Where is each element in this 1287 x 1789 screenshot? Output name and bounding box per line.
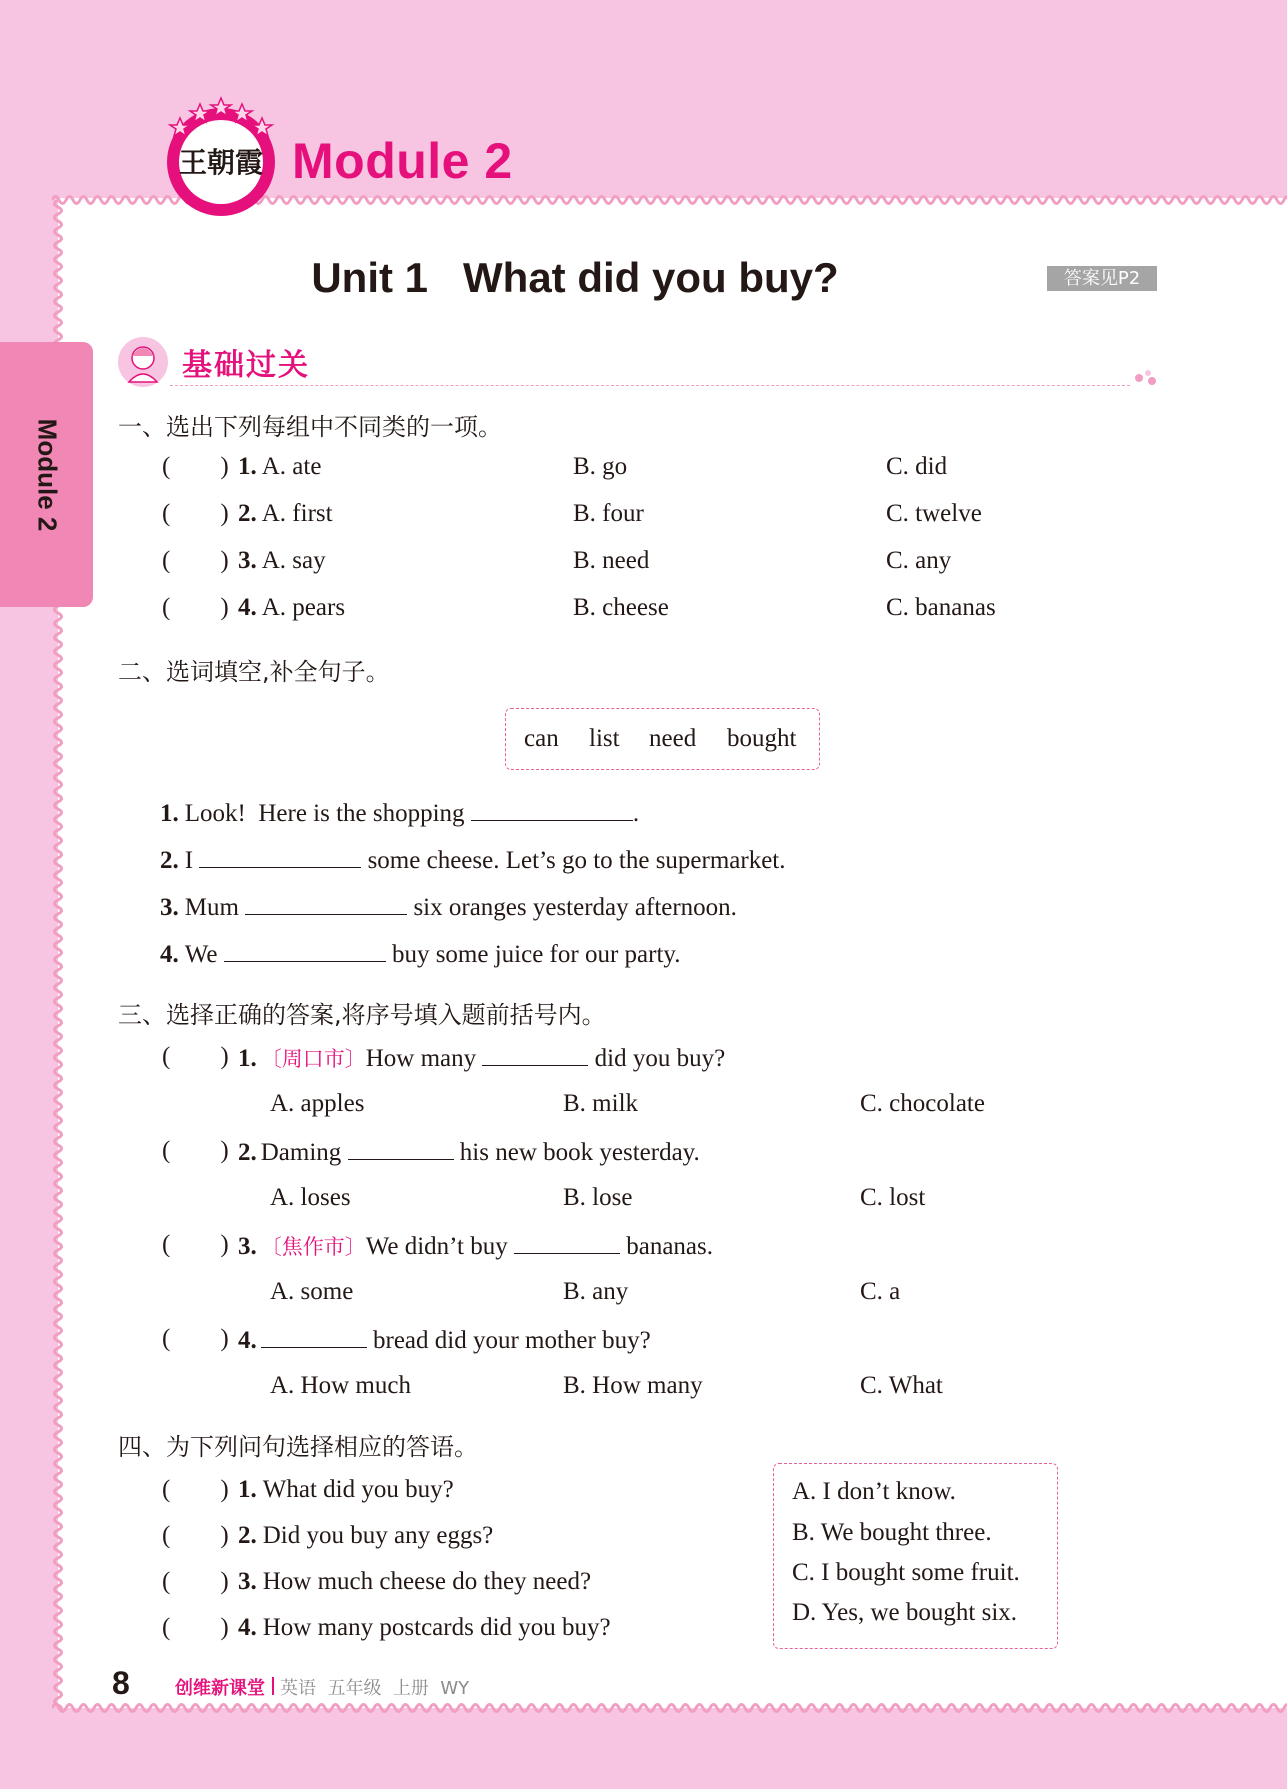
word-bank-word: need: [649, 725, 697, 752]
fill-sentence: [160, 939, 681, 969]
girl-mascot-icon: [117, 336, 169, 388]
part2-heading: 二、选词填空,补全句子。: [118, 658, 390, 686]
word-bank-word: bought: [727, 725, 797, 752]
sentence-after: bread did your mother buy?: [366, 1327, 651, 1354]
word-bank-word: can: [524, 725, 559, 752]
answer-bracket[interactable]: ( ): [162, 594, 229, 621]
question-item: [238, 1231, 713, 1261]
question-item: [238, 1568, 591, 1596]
option-c: C. bananas: [886, 594, 996, 621]
question-number: 4.: [238, 594, 257, 621]
sentence-after: some cheese. Let’s go to the supermarket.: [361, 847, 786, 874]
option-a: A. loses: [270, 1184, 351, 1211]
answer-bracket[interactable]: ( ): [162, 1231, 229, 1258]
unit-title: Unit 1 What did you buy?: [311, 254, 839, 301]
answer-bracket[interactable]: ( ): [162, 1568, 229, 1595]
footer-meta: 英语 五年级 上册 WY: [280, 1678, 470, 1699]
question-number: 1.: [238, 1045, 257, 1072]
question-number: 2.: [160, 847, 179, 874]
question-number: 2.: [238, 1522, 257, 1549]
question-number: 4.: [160, 941, 179, 968]
option-b: B. any: [563, 1278, 629, 1305]
question-number: 3.: [238, 547, 257, 574]
answer-option: B. We bought three.: [792, 1519, 992, 1546]
question-number: 3.: [238, 1568, 257, 1595]
answer-option: C. I bought some fruit.: [792, 1559, 1020, 1586]
part4-heading: 四、为下列问句选择相应的答语。: [118, 1433, 478, 1461]
answer-bracket[interactable]: ( ): [162, 1476, 229, 1503]
question-number: 1.: [238, 453, 257, 480]
question-item: [238, 500, 333, 528]
question-number: 1.: [160, 800, 179, 827]
answer-blank[interactable]: [348, 1137, 454, 1160]
answer-bracket[interactable]: ( ): [162, 1522, 229, 1549]
decorative-dots-icon: [1132, 368, 1162, 388]
sentence-after: did you buy?: [588, 1045, 726, 1072]
question-number: 2.: [238, 1139, 257, 1166]
sentence-before: We didn’t buy: [365, 1233, 514, 1260]
answer-option: A. I don’t know.: [792, 1478, 956, 1505]
option-c: C. chocolate: [860, 1090, 985, 1117]
option-b: B. milk: [563, 1090, 639, 1117]
option-b: B. How many: [563, 1372, 703, 1399]
option-a: A. some: [270, 1278, 354, 1305]
wavy-border-bottom: [52, 1700, 1287, 1716]
answer-bracket[interactable]: ( ): [162, 500, 229, 527]
question-item: [238, 1614, 611, 1642]
logo-text: 王朝霞: [178, 146, 264, 179]
fill-sentence: [160, 798, 639, 828]
question-item: [238, 1137, 700, 1167]
option-b: B. need: [573, 547, 650, 574]
footer-separator: [272, 1677, 274, 1695]
option-b: B. cheese: [573, 594, 669, 621]
question-item: [238, 1043, 725, 1073]
question-item: [238, 547, 326, 575]
module-title: Module 2: [292, 133, 513, 189]
sentence-before: How many: [365, 1045, 483, 1072]
answer-bracket[interactable]: ( ): [162, 453, 229, 480]
region-tag: 〔焦作市〕: [260, 1235, 366, 1259]
answer-blank[interactable]: [471, 798, 633, 821]
answer-blank[interactable]: [245, 892, 407, 915]
sentence-before: Look! Here is the shopping: [184, 800, 471, 827]
answer-reference-badge: 答案见P2: [1047, 266, 1157, 291]
option-c: C. did: [886, 453, 948, 480]
section-title: 基础过关: [182, 348, 310, 383]
question-item: [238, 453, 321, 481]
answer-options-box: [773, 1463, 1058, 1649]
sentence-after: buy some juice for our party.: [385, 941, 681, 968]
word-bank-word: list: [589, 725, 620, 752]
question-item: [238, 594, 345, 622]
question-item: [238, 1325, 651, 1355]
option-b: B. lose: [563, 1184, 633, 1211]
answer-bracket[interactable]: ( ): [162, 1137, 229, 1164]
option-a: A. say: [261, 547, 326, 574]
answer-blank[interactable]: [261, 1325, 367, 1348]
answer-option: D. Yes, we bought six.: [792, 1599, 1018, 1626]
sentence-after: six oranges yesterday afternoon.: [407, 894, 737, 921]
option-c: C. lost: [860, 1184, 926, 1211]
option-c: C. What: [860, 1372, 943, 1399]
question-text: Did you buy any eggs?: [262, 1522, 494, 1549]
word-bank: [505, 708, 820, 770]
option-a: A. pears: [261, 594, 346, 621]
option-c: C. a: [860, 1278, 901, 1305]
question-text: How much cheese do they need?: [262, 1568, 592, 1595]
sentence-before: We: [184, 941, 224, 968]
page-number: 8: [112, 1665, 130, 1701]
question-number: 3.: [238, 1233, 257, 1260]
question-text: How many postcards did you buy?: [262, 1614, 611, 1641]
option-b: B. four: [573, 500, 644, 527]
footer-brand: 创维新课堂: [175, 1678, 265, 1699]
sentence-before: I: [184, 847, 200, 874]
option-a: A. How much: [270, 1372, 411, 1399]
question-number: 2.: [238, 500, 257, 527]
sentence-after: his new book yesterday.: [453, 1139, 700, 1166]
answer-blank[interactable]: [482, 1043, 588, 1066]
answer-bracket[interactable]: ( ): [162, 1614, 229, 1641]
option-a: A. ate: [261, 453, 322, 480]
fill-sentence: [160, 845, 786, 875]
option-c: C. any: [886, 547, 952, 574]
option-c: C. twelve: [886, 500, 982, 527]
sentence-before: Daming: [260, 1139, 348, 1166]
fill-sentence: [160, 892, 737, 922]
region-tag: 〔周口市〕: [260, 1047, 366, 1071]
part1-heading: 一、选出下列每组中不同类的一项。: [118, 413, 502, 441]
answer-bracket[interactable]: ( ): [162, 1325, 229, 1352]
option-a: A. first: [261, 500, 333, 527]
question-number: 4.: [238, 1327, 257, 1354]
sentence-after: .: [632, 800, 640, 827]
answer-blank[interactable]: [199, 845, 361, 868]
question-number: 1.: [238, 1476, 257, 1503]
answer-bracket[interactable]: ( ): [162, 1043, 229, 1070]
question-item: [238, 1522, 493, 1550]
answer-bracket[interactable]: ( ): [162, 547, 229, 574]
part3-heading: 三、选择正确的答案,将序号填入题前括号内。: [118, 1001, 606, 1029]
sentence-before: Mum: [184, 894, 246, 921]
question-number: 4.: [238, 1614, 257, 1641]
question-text: What did you buy?: [262, 1476, 454, 1503]
answer-blank[interactable]: [224, 939, 386, 962]
option-a: A. apples: [270, 1090, 365, 1117]
section-divider: [170, 385, 1130, 386]
question-number: 3.: [160, 894, 179, 921]
sentence-after: bananas.: [619, 1233, 713, 1260]
answer-blank[interactable]: [514, 1231, 620, 1254]
publisher-logo: [158, 96, 284, 220]
side-tab-label: Module 2: [32, 418, 62, 531]
option-b: B. go: [573, 453, 628, 480]
side-tab: [0, 342, 93, 607]
question-item: [238, 1476, 454, 1504]
